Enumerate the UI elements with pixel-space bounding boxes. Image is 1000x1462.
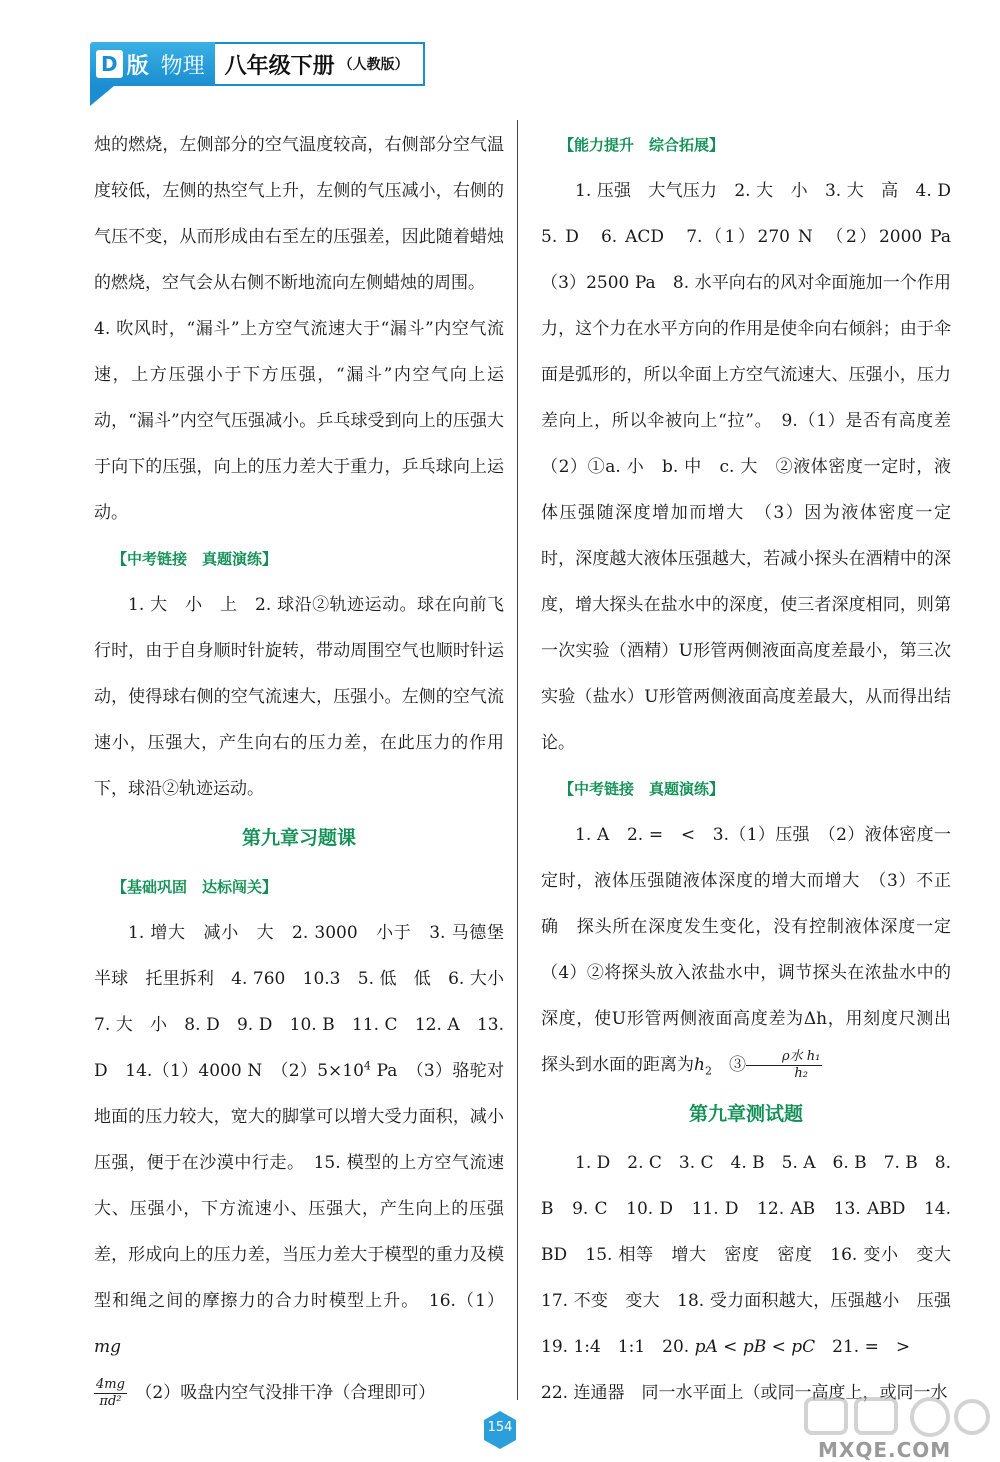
subject-label: 物理 bbox=[160, 53, 205, 79]
text-run: 1. D 2. C 3. C 4. B 5. A 6. B 7. B 8. B 9. C 10. D 11. D 12. AB 13. ABD 14. BD 15. 相等 增大 密度 密度 16. 变小 变大 17. 不变 变大 18. 受力面积越大，压强越小 压强 19. 1:4 1:1 20. bbox=[541, 1153, 968, 1357]
header-grade-block bbox=[215, 42, 425, 86]
paragraph: 1. 大 小 上 2. 球沿②轨迹运动。球在向前飞行时，由于自身顺时针旋转，带动周围空气也顺时针运动，使得球右侧的空气流速大，压强小。左侧的空气流速小，压强大，产生向右的压力差，在此压力的作用下，球沿②轨迹运动。 bbox=[94, 595, 504, 799]
text-run: 21. = > bbox=[815, 1337, 911, 1357]
edition-label: （人教版） bbox=[338, 57, 409, 73]
paragraph: 4. 吹风时，“漏斗”上方空气流速大于“漏斗”内空气流速，上方压强小于下方压强，“漏斗”内空气向上运动，“漏斗”内空气压强减小。乒乓球受到向上的压强大于向下的压强，向上的压力差大于重力，乒乓球向上运动。 bbox=[94, 319, 504, 523]
fraction bbox=[94, 1377, 127, 1410]
text-run: 1. A 2. = < 3.（1）压强 （2）液体密度一定时，液体压强随液体深度的增大而增大 （3）不正确 探头所在深度发生变化，没有控制液体深度一定 （4）②将探头放入浓盐水中，调节探头在浓盐水中的深度，使U形管两侧液面高度差为Δh，用刻度尺测出探头到水面的距离为 bbox=[541, 825, 968, 1075]
paragraph: 22. 连通器 同一水平面上（或同一高度上，或同一水 bbox=[541, 1383, 948, 1403]
paragraph bbox=[94, 1370, 504, 1416]
header-edition-block bbox=[90, 42, 215, 86]
grade-label: 八年级下册 bbox=[224, 53, 335, 79]
section-heading: 【中考链接 真题演练】 bbox=[112, 550, 278, 568]
section-heading: 【中考链接 真题演练】 bbox=[559, 780, 725, 798]
paragraph bbox=[541, 1140, 968, 1370]
section-heading: 【能力提升 综合拓展】 bbox=[559, 136, 725, 154]
text-run: Pa （3）骆驼对地面的压力较大，宽大的脚掌可以增大受力面积，减小压强，便于在沙漠中行走。 15. 模型的上方空气流速大、压强小，下方流速小、压强大，产生向上的压强差，形成向上的压力差，当压力差大于模型的重力及模型和绳之间的摩擦力的合力时模型上升。 16.（1） bbox=[94, 1061, 504, 1311]
chapter-heading: 第九章测试题 bbox=[688, 1103, 803, 1125]
circled-number: ③ bbox=[728, 1055, 746, 1075]
edition-letter: D bbox=[96, 50, 123, 78]
left-column bbox=[94, 122, 521, 1416]
book-header bbox=[90, 42, 425, 86]
math-term: h bbox=[694, 1055, 705, 1075]
fraction bbox=[746, 1049, 822, 1082]
fraction-numerator: ρ水 h₁ bbox=[746, 1049, 822, 1066]
exponent: 4 bbox=[363, 1059, 371, 1073]
watermark-text: MXQE.COM bbox=[818, 1438, 952, 1462]
text-run: （2）吸盘内空气没排干净（合理即可） bbox=[143, 1383, 436, 1403]
fraction-numerator: 4mg bbox=[96, 1377, 125, 1392]
right-column bbox=[541, 122, 968, 1416]
header-corner-decoration bbox=[90, 86, 114, 106]
page-number: 154 bbox=[487, 1420, 513, 1435]
chapter-heading: 第九章习题课 bbox=[241, 827, 356, 849]
paragraph: 烛的燃烧，左侧部分的空气温度较高，右侧部分空气温度较低，左侧的热空气上升，左侧的气压减小，右侧的气压不变，从而形成由右至左的压强差，因此随着蜡烛的燃烧，空气会从右侧不断地流向左侧蜡烛的周围。 bbox=[94, 135, 504, 293]
subscript: 2 bbox=[704, 1064, 712, 1078]
column-divider bbox=[517, 120, 518, 1400]
paragraph bbox=[94, 910, 521, 1370]
paragraph bbox=[541, 812, 968, 1088]
paragraph: 1. 压强 大气压力 2. 大 小 3. 大 高 4. D 5. D 6. ACD 7.（1）270 N （2）2000 Pa （3）2500 Pa 8. 水平向右的风对伞面施加一个作用力，这个力在水平方向的作用是使伞向右倾斜；由于伞面是弧形的，所以伞面上方空气流速大、压强小，压力差向上，所以伞被向上“拉”。 9.（1）是否有高度差 （2）①a. 小 b. 中 c. 大 ②液体密度一定时，液体压强随深度增加而增大 （3）因为液体密度一定时，深度越大液体压强越大，若减小探头在酒精中的深度，增大探头在盐水中的深度，使三者深度相同，则第一次实验（酒精）U形管两侧液面高度差最小，第三次实验（盐水）U形管两侧液面高度差最大，从而得出结论。 bbox=[541, 181, 968, 753]
section-heading: 【基础巩固 达标闯关】 bbox=[112, 878, 278, 896]
fraction-denominator: h₂ bbox=[794, 1066, 808, 1081]
page-number-badge bbox=[482, 1410, 518, 1450]
math-term: mg bbox=[94, 1337, 122, 1357]
math-term: pA < pB < pC bbox=[694, 1337, 816, 1357]
fraction-denominator: πd² bbox=[99, 1394, 122, 1409]
text-run: 1. 增大 减小 大 2. 3000 小于 3. 马德堡半球 托里拆利 4. 760 10.3 5. 低 低 6. 大小 7. 大 小 8. D 9. D 10. B 11. C 12. A 13. D 14.（1）4000 N （2）5×10 bbox=[94, 923, 521, 1081]
edition-suffix: 版 bbox=[126, 53, 149, 79]
